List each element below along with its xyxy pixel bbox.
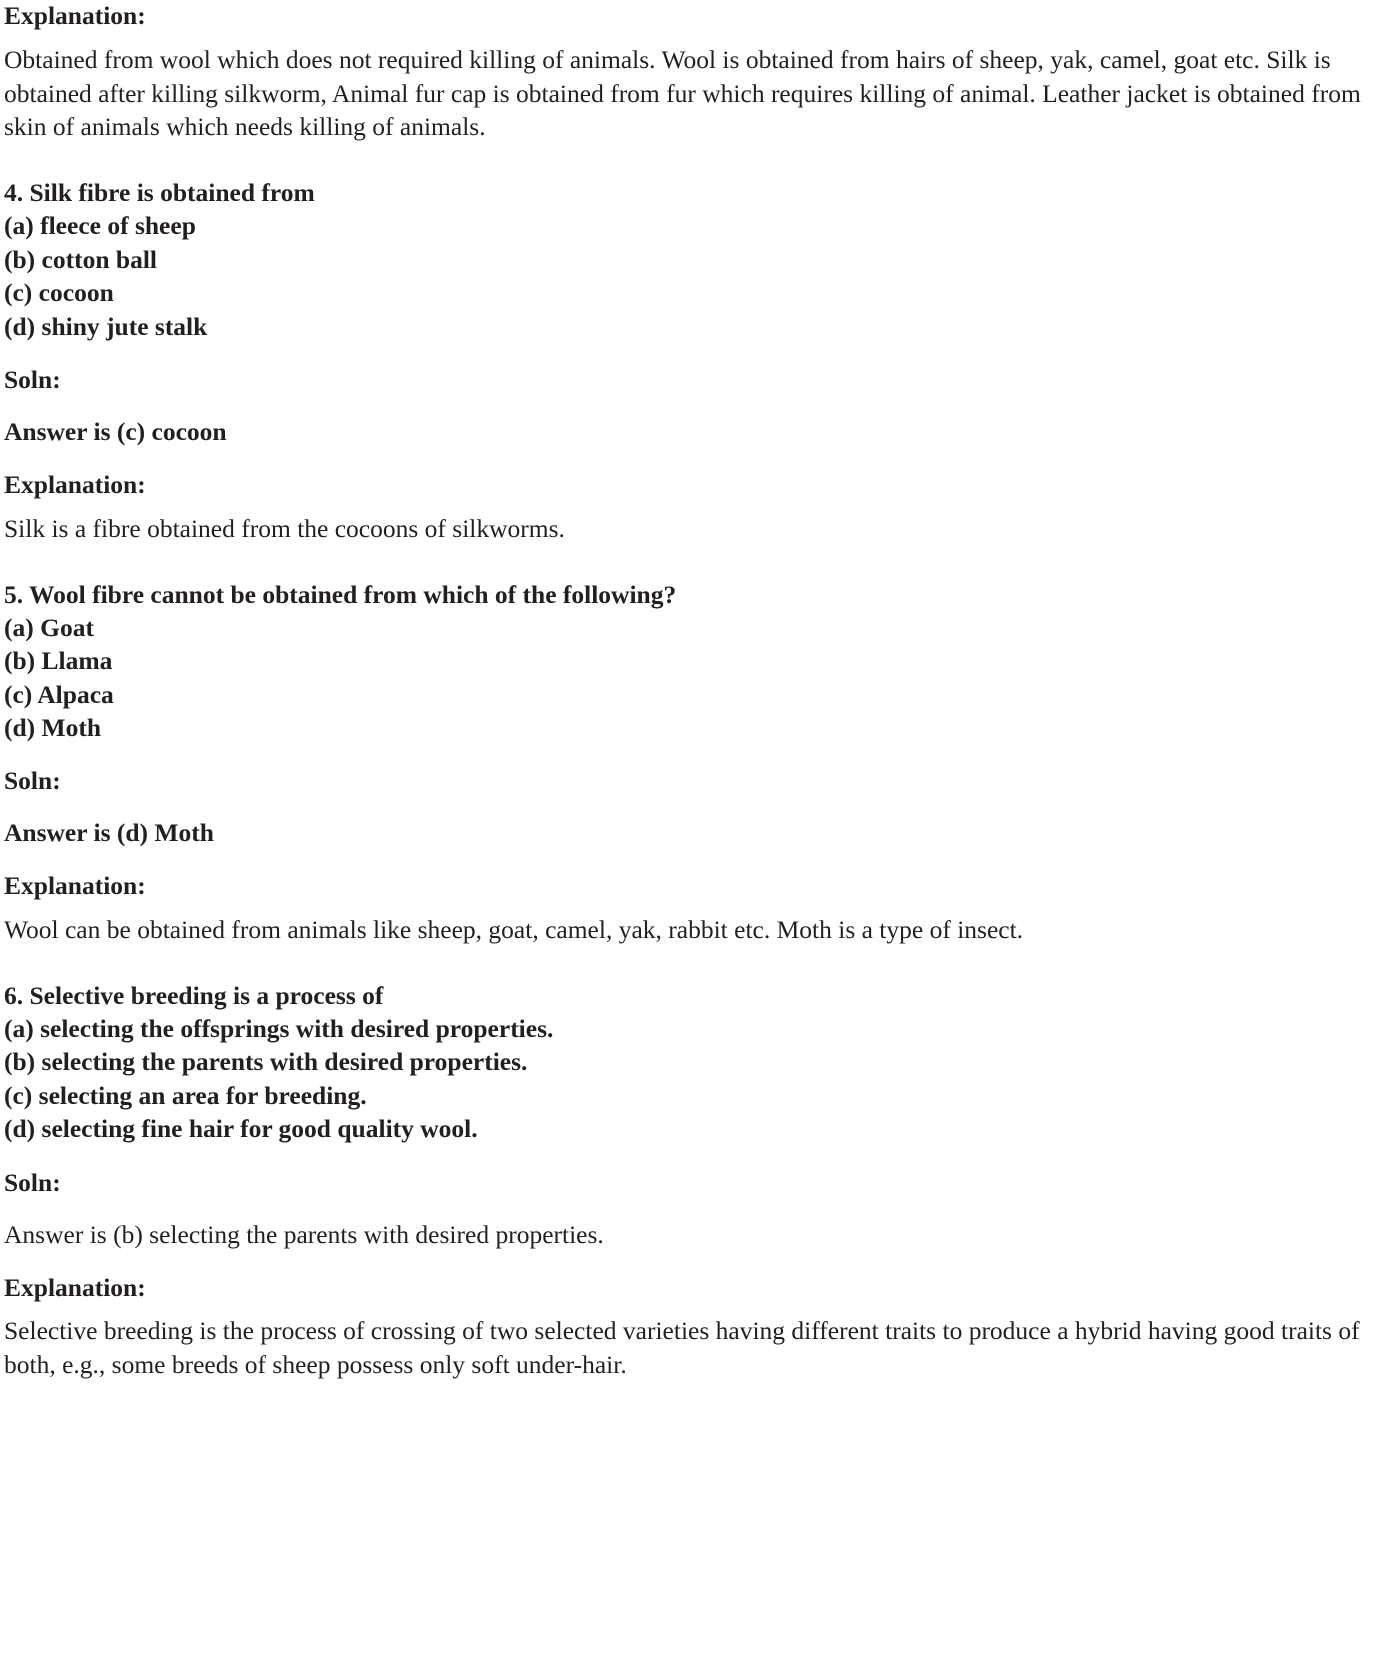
question-option: (d) selecting fine hair for good quality wool. [4,1114,478,1144]
spacer [4,947,1387,979]
spacer [4,744,1387,766]
explanation-heading: Explanation: [4,1,146,30]
question-option: (c) cocoon [4,278,114,308]
question-option: (a) selecting the offsprings with desired properties. [4,1013,554,1043]
spacer [4,1146,1387,1168]
question-option: (d) shiny jute stalk [4,311,208,341]
answer-text: Answer is (c) cocoon [4,417,227,447]
answer-text: Answer is (b) selecting the parents with desired properties. [4,1219,604,1249]
question-option: (c) selecting an area for breeding. [4,1080,367,1110]
explanation-paragraph: Selective breeding is the process of crossing of two selected varieties having different traits to produce a hybrid having good traits of both, e.g., some breeds of sheep possess only soft under-hair. [4,1316,1360,1380]
explanation-heading: Explanation: [4,470,146,500]
explanation-paragraph: Wool can be obtained from animals like sheep, goat, camel, yak, rabbit etc. Moth is a type of insect. [4,914,1024,944]
question-block-q4 [4,176,1387,545]
answer-text: Answer is (d) Moth [4,818,214,848]
explanation-section [4,0,1387,144]
spacer [4,796,1387,818]
question-title: 6. Selective breeding is a process of [4,980,384,1010]
question-option: (a) fleece of sheep [4,211,196,241]
spacer [4,144,1387,176]
question-block-q6 [4,979,1387,1382]
soln-label: Soln: [4,365,61,395]
question-title: 5. Wool fibre cannot be obtained from which of the following? [4,579,677,609]
spacer [4,395,1387,417]
question-option: (c) Alpaca [4,679,114,709]
explanation-paragraph: Silk is a fibre obtained from the cocoons of silkworms. [4,513,565,543]
spacer [4,1198,1387,1220]
spacer [4,546,1387,578]
spacer [4,343,1387,365]
spacer [4,447,1387,469]
question-option: (b) Llama [4,646,113,676]
explanation-heading: Explanation: [4,871,146,901]
question-option: (b) selecting the parents with desired properties. [4,1047,528,1077]
question-option: (a) Goat [4,612,94,642]
question-option: (d) Moth [4,712,102,742]
question-title: 4. Silk fibre is obtained from [4,178,315,208]
explanation-heading: Explanation: [4,1272,146,1302]
soln-label: Soln: [4,766,61,796]
spacer [4,1250,1387,1272]
question-option: (b) cotton ball [4,244,157,274]
question-block-q5 [4,578,1387,947]
spacer [4,848,1387,870]
soln-label: Soln: [4,1167,61,1197]
explanation-paragraph: Obtained from wool which does not required killing of animals. Wool is obtained from hairs of sheep, yak, camel, goat etc. Silk is obtained after killing silkworm, Animal fur cap is obtained from fur which requires killing of animal. Leather jacket is obtained from skin of animals which needs killing of animals. [4,44,1361,142]
